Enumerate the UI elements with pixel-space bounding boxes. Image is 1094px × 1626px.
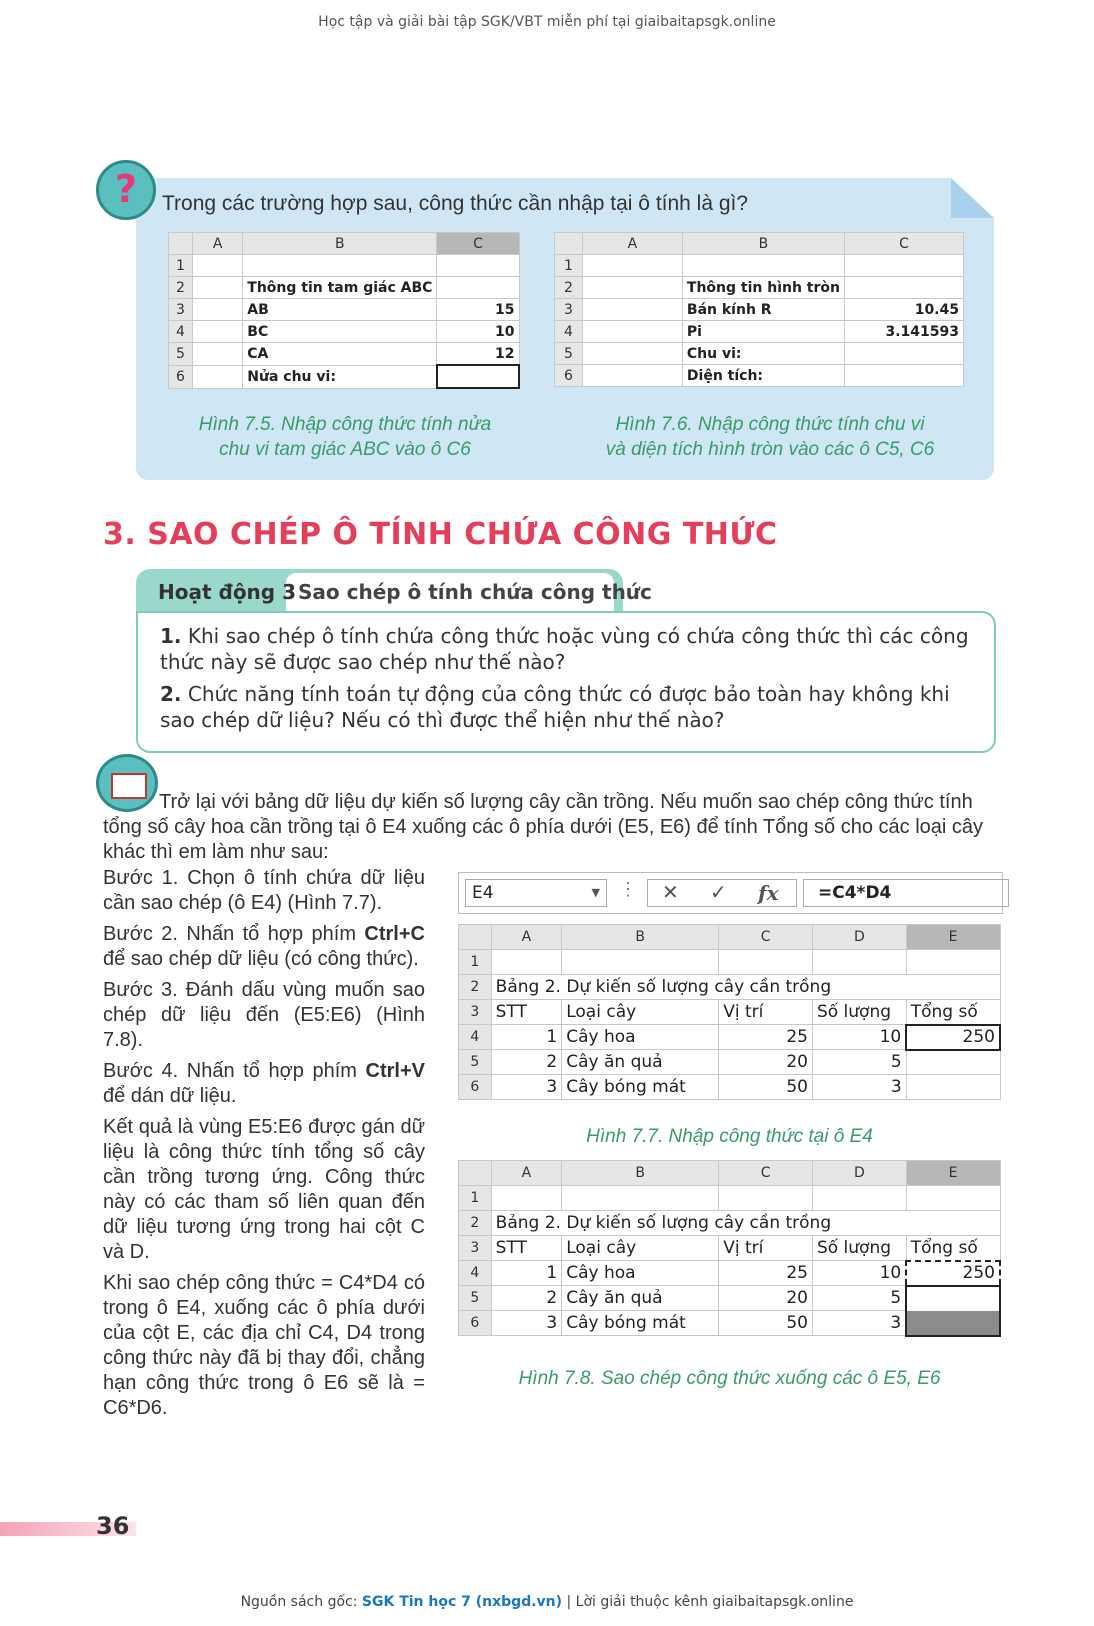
step-2: Bước 2. Nhấn tổ hợp phím Ctrl+C để sao chép dữ liệu (có công thức). [103,923,425,970]
activity-title: Sao chép ô tính chứa công thức [298,580,652,604]
row-number: 4 [169,321,193,343]
cell: Thông tin hình tròn [682,277,844,299]
sheet-triangle [168,232,520,389]
cell: Thông tin tam giác ABC [243,277,437,299]
cell: AB [243,299,437,321]
selected-cell[interactable] [906,1286,1000,1311]
row-number: 5 [169,343,193,366]
col-header: B [682,233,844,255]
row-number: 2 [169,277,193,299]
row-number: 3 [555,299,583,321]
active-cell[interactable] [437,365,519,388]
table-row: 5 2 Cây ăn quả 20 5 [459,1286,1001,1311]
footer-note: Nguồn sách gốc: SGK Tin học 7 (nxbgd.vn) | Lời giải thuộc kênh giaibaitapsgk.online [240,1594,854,1610]
col-header: C [719,925,813,950]
name-box[interactable]: E4 ▼ [465,879,607,907]
sheet-corner [459,1161,492,1186]
sheet-circle [554,232,964,387]
cell: Chu vi: [682,343,844,365]
header-cell: STT [491,1236,562,1261]
col-header: B [562,1161,719,1186]
col-header: E [906,925,1000,950]
cell: Bán kính R [682,299,844,321]
col-header: A [192,233,242,255]
col-header: B [243,233,437,255]
cell: CA [243,343,437,366]
formula-input[interactable]: =C4*D4 [803,879,1009,907]
row-number: 2 [459,1211,492,1236]
cell: Diện tích: [682,365,844,387]
row-number: 2 [459,975,492,1000]
row-number: 1 [459,1186,492,1211]
source-link[interactable]: SGK Tin học 7 (nxbgd.vn) [361,1594,563,1610]
header-cell: Loại cây [562,1236,719,1261]
row-number: 6 [459,1075,492,1100]
figure-caption-7-8: Hình 7.8. Sao chép công thức xuống các ô E5, E6 [518,1368,941,1389]
confirm-icon[interactable]: ✓ [710,882,727,904]
cell: 3.141593 [845,321,964,343]
cell: 10 [437,321,519,343]
row-number: 1 [169,255,193,277]
header-note: Học tập và giải bài tập SGK/VBT miễn phí tại giaibaitapsgk.online [318,14,776,30]
header-cell: Vị trí [719,1000,813,1025]
sheet-corner [555,233,583,255]
intro-paragraph: Trở lại với bảng dữ liệu dự kiến số lượng cây cần trồng. Nếu muốn sao chép công thức tính tổng số cây hoa cần trồng tại ô E4 xuống các ô phía dưới (E5, E6) để tính Tổng số cho các loại cây khác thì em làm như sau: [103,791,983,863]
steps-column [103,866,425,1427]
row-number: 3 [169,299,193,321]
active-cell[interactable]: 250 [906,1025,1000,1050]
cancel-icon[interactable]: ✕ [662,882,679,904]
row-number: 5 [555,343,583,365]
formula-actions [647,879,797,907]
activity-item-1: 1. Khi sao chép ô tính chứa công thức hoặc vùng có chứa công thức thì các công thức này sẽ được sao chép như thế nào? [160,624,969,674]
row-number: 1 [555,255,583,277]
row-number: 5 [459,1286,492,1311]
cell: 15 [437,299,519,321]
copied-cell[interactable]: 250 [906,1261,1000,1286]
figure-caption-7-5: Hình 7.5. Nhập công thức tính nửa chu vi tam giác ABC vào ô C6 [198,414,492,460]
result-paragraph: Kết quả là vùng E5:E6 được gán dữ liệu là công thức tính tổng số cây cần trồng tương ứng. Công thức này có các tham số liên quan đến dữ liệu tương ứng trong hai cột C và D. [103,1116,425,1263]
header-cell: Số lượng [812,1236,906,1261]
row-number: 6 [169,365,193,388]
row-number: 4 [459,1025,492,1050]
sheet-7-8 [458,1160,1001,1337]
header-cell: Tổng số [906,1000,1000,1025]
row-number: 6 [555,365,583,387]
step-1: Bước 1. Chọn ô tính chứa dữ liệu cần sao chép (ô E4) (Hình 7.7). [103,867,425,914]
chevron-down-icon[interactable]: ▼ [591,886,600,899]
question-text: Trong các trường hợp sau, công thức cần nhập tại ô tính là gì? [162,192,749,215]
sheet-corner [459,925,492,950]
col-header: D [812,1161,906,1186]
drag-handle-icon[interactable]: ⋮ [619,879,637,899]
header-cell: Số lượng [812,1000,906,1025]
cell: BC [243,321,437,343]
table-row: 6 3 Cây bóng mát 50 3 [459,1311,1001,1336]
row-number: 5 [459,1050,492,1075]
header-cell: Vị trí [719,1236,813,1261]
row-number: 1 [459,950,492,975]
col-header: B [562,925,719,950]
activity-box [136,611,996,753]
col-header: A [491,1161,562,1186]
step-4: Bước 4. Nhấn tổ hợp phím Ctrl+V để dán dữ liệu. [103,1060,425,1107]
section-title: 3. SAO CHÉP Ô TÍNH CHỨA CÔNG THỨC [103,517,778,552]
row-number: 3 [459,1000,492,1025]
figure-caption-7-7: Hình 7.7. Nhập công thức tại ô E4 [586,1126,873,1147]
figure-caption-7-6: Hình 7.6. Nhập công thức tính chu vi và diện tích hình tròn vào các ô C5, C6 [605,414,935,460]
table-title: Bảng 2. Dự kiến số lượng cây cần trồng [491,975,906,1000]
col-header: A [491,925,562,950]
sheet-7-7 [458,924,1001,1100]
row-number: 3 [459,1236,492,1261]
cell: 10.45 [845,299,964,321]
activity-item-2: 2. Chức năng tính toán tự động của công thức có được bảo toàn hay không khi sao chép dữ liệu? Nếu có thì được thể hiện như thế nào? [160,682,950,732]
selected-cell[interactable] [906,1311,1000,1336]
header-cell: Loại cây [562,1000,719,1025]
row-number: 4 [555,321,583,343]
col-header: C [437,233,519,255]
activity-label: Hoạt động 3 [158,580,296,604]
cell: 12 [437,343,519,366]
col-header: C [719,1161,813,1186]
function-icon[interactable]: fx [758,881,779,905]
cell: Nửa chu vi: [243,365,437,388]
sheet-corner [169,233,193,255]
header-cell: Tổng số [906,1236,1000,1261]
col-header: E [906,1161,1000,1186]
row-number: 6 [459,1311,492,1336]
row-number: 4 [459,1261,492,1286]
table-row: 4 1 Cây hoa 25 10 250 [459,1025,1001,1050]
table-row: 5 2 Cây ăn quả 20 5 [459,1050,1001,1075]
table-row: 6 3 Cây bóng mát 50 3 [459,1075,1001,1100]
table-row: 4 1 Cây hoa 25 10 250 [459,1261,1001,1286]
col-header: D [812,925,906,950]
page-number: 36 [96,1512,130,1540]
row-number: 2 [555,277,583,299]
question-mark-icon: ? [96,160,156,220]
col-header: C [845,233,964,255]
formula-bar [458,872,1003,914]
cell: Pi [682,321,844,343]
table-title: Bảng 2. Dự kiến số lượng cây cần trồng [491,1211,906,1236]
col-header: A [582,233,682,255]
step-3: Bước 3. Đánh dấu vùng muốn sao chép dữ liệu đến (E5:E6) (Hình 7.8). [103,979,425,1051]
explanation-paragraph: Khi sao chép công thức = C4*D4 có trong ô E4, xuống các ô phía dưới của cột E, các địa chỉ C4, D4 trong công thức này đã bị thay đổi, chẳng hạn công thức trong ô E6 sẽ là = C6*D6. [103,1272,425,1419]
header-cell: STT [491,1000,562,1025]
